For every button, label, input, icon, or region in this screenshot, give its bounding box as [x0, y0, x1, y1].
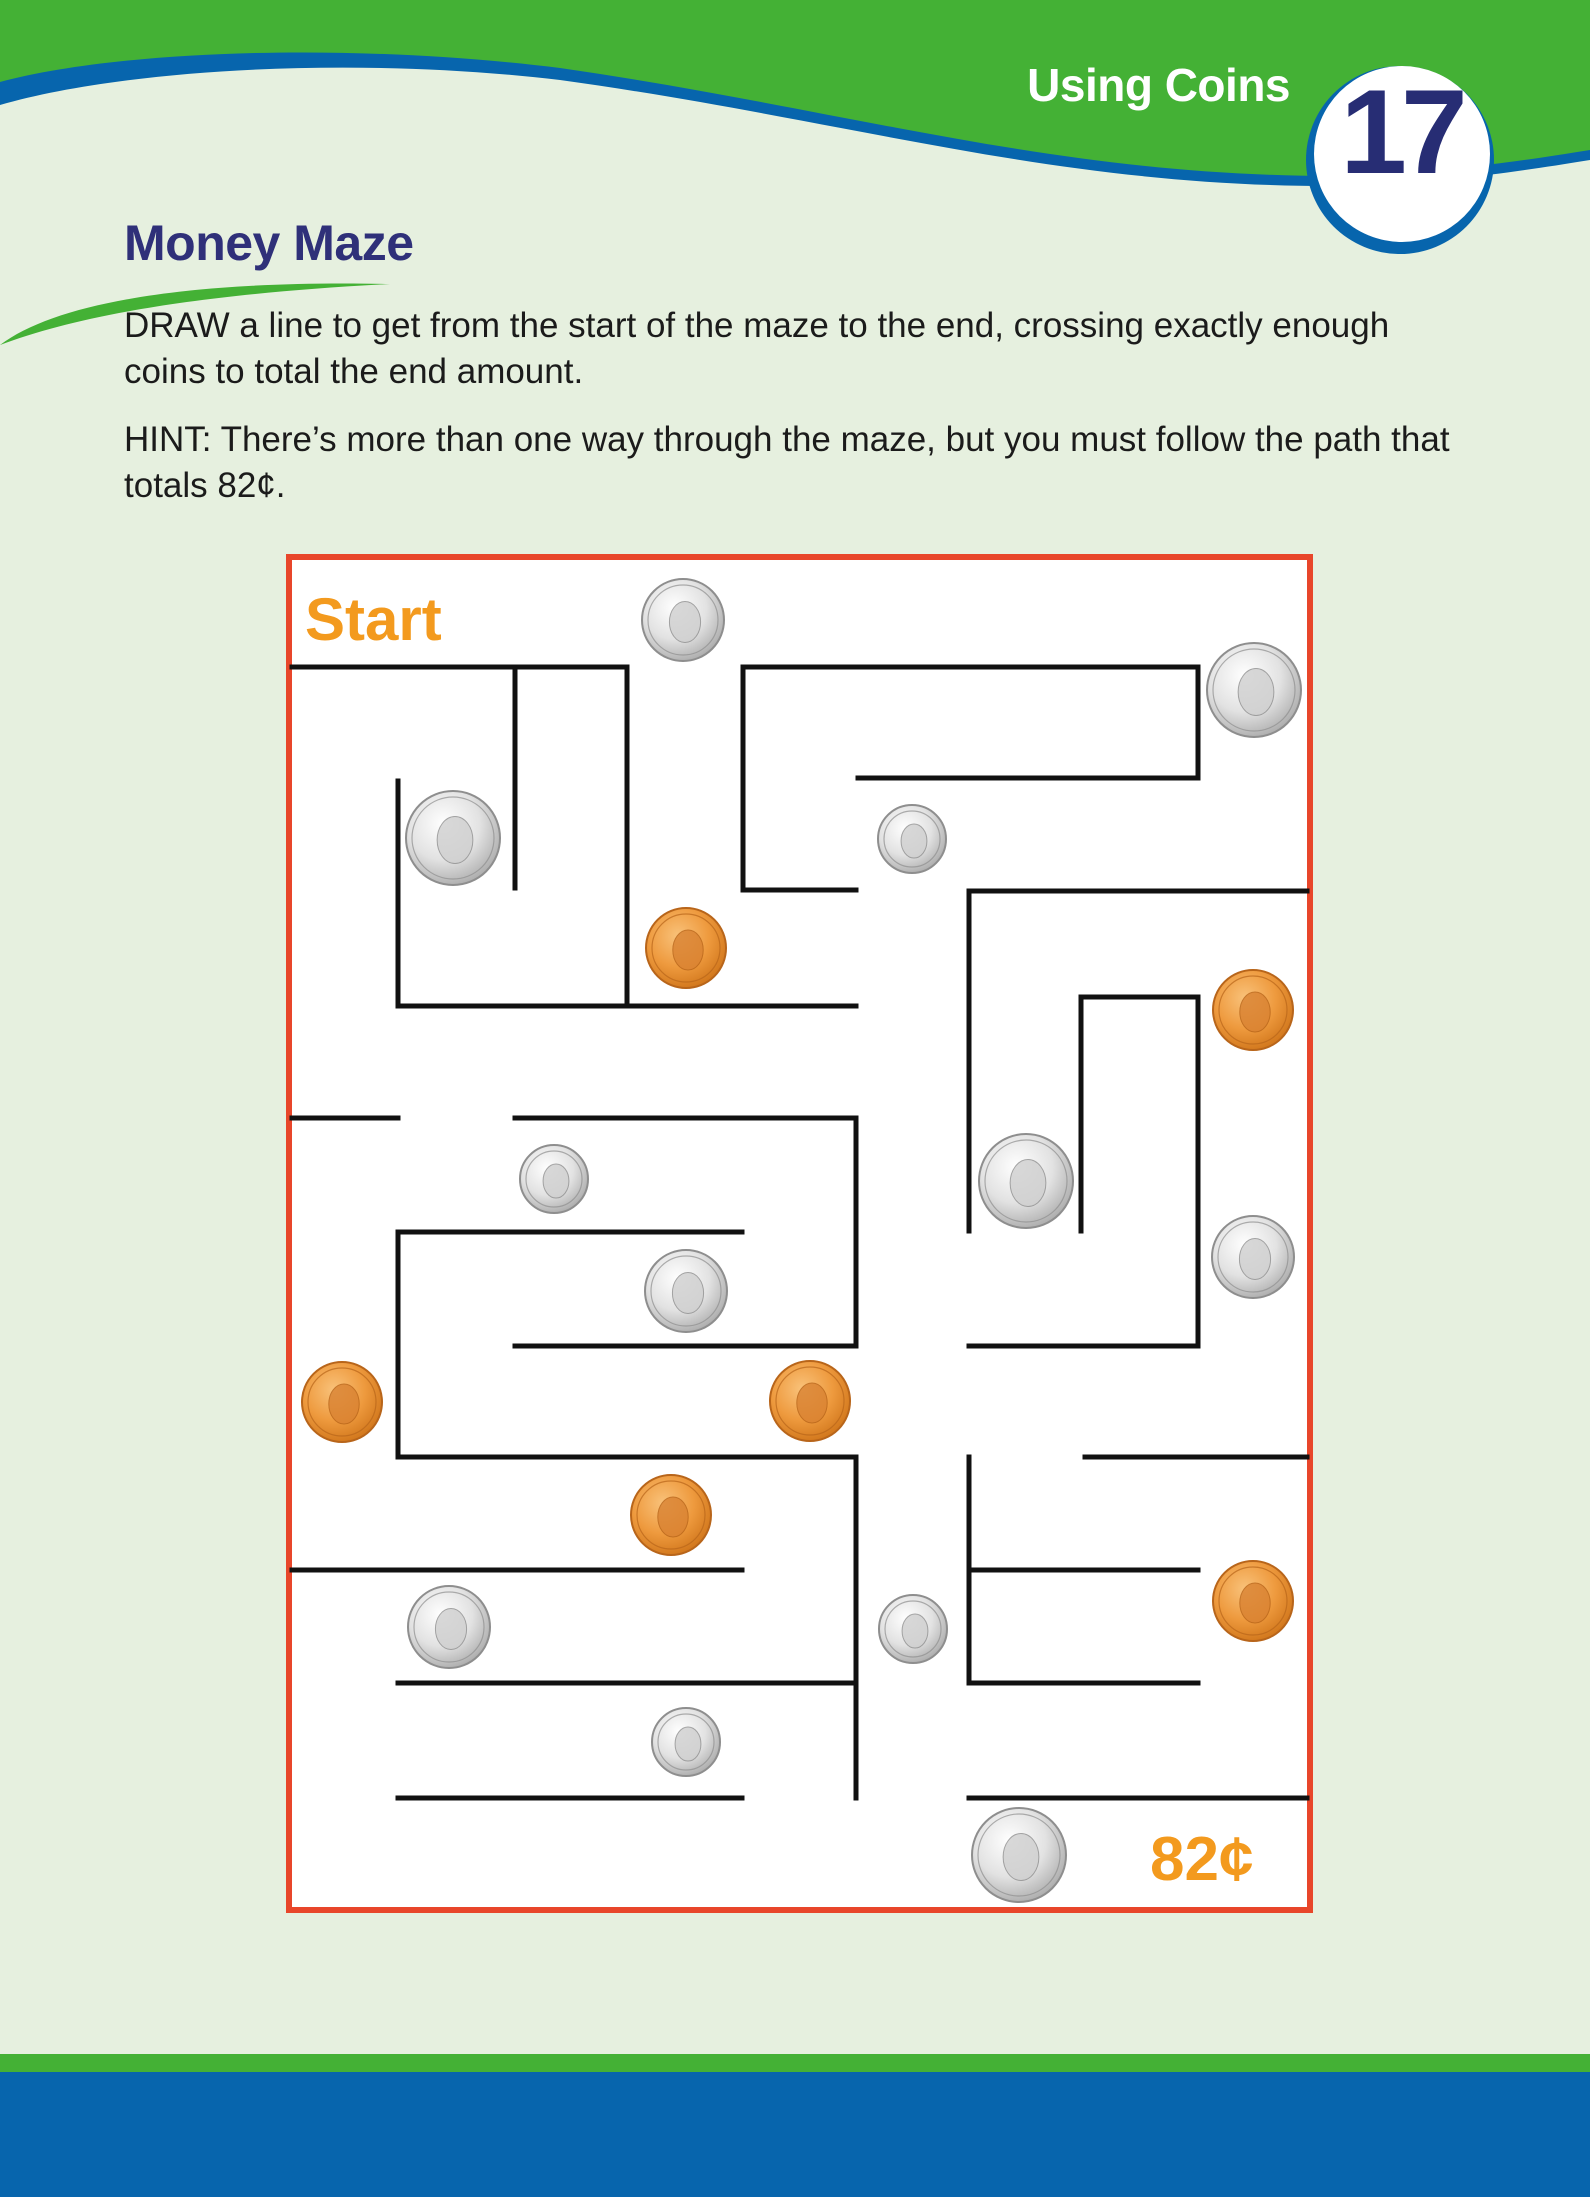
instructions-text: DRAW a line to get from the start of the maze to the end, crossing exactly enough coins to total the end amount. [124, 306, 1390, 391]
nickel-coin-icon [1212, 1216, 1294, 1298]
penny-coin-icon [646, 908, 726, 988]
nickel-coin-icon [642, 579, 724, 661]
quarter-coin-icon [406, 791, 500, 885]
section-title: Using Coins [1027, 59, 1290, 111]
quarter-coin-icon [979, 1134, 1073, 1228]
activity-title: Money Maze [124, 215, 414, 271]
penny-coin-icon [302, 1362, 382, 1442]
dime-coin-icon [652, 1708, 720, 1776]
penny-coin-icon [1213, 1561, 1293, 1641]
footer-blue-band [0, 2072, 1590, 2197]
dime-coin-icon [520, 1145, 588, 1213]
penny-coin-icon [631, 1475, 711, 1555]
penny-coin-icon [770, 1361, 850, 1441]
nickel-coin-icon [645, 1250, 727, 1332]
dime-coin-icon [878, 805, 946, 873]
penny-coin-icon [1213, 970, 1293, 1050]
nickel-coin-icon [408, 1586, 490, 1668]
quarter-coin-icon [1207, 643, 1301, 737]
page-number: 17 [1340, 65, 1462, 199]
dime-coin-icon [879, 1595, 947, 1663]
maze-end-label: 82¢ [1150, 1825, 1254, 1894]
quarter-coin-icon [972, 1808, 1066, 1902]
hint-text: HINT: There’s more than one way through the maze, but you must follow the path that totals 82¢. [124, 420, 1450, 505]
maze-start-label: Start [305, 586, 442, 653]
footer-green-stripe [0, 2054, 1590, 2072]
